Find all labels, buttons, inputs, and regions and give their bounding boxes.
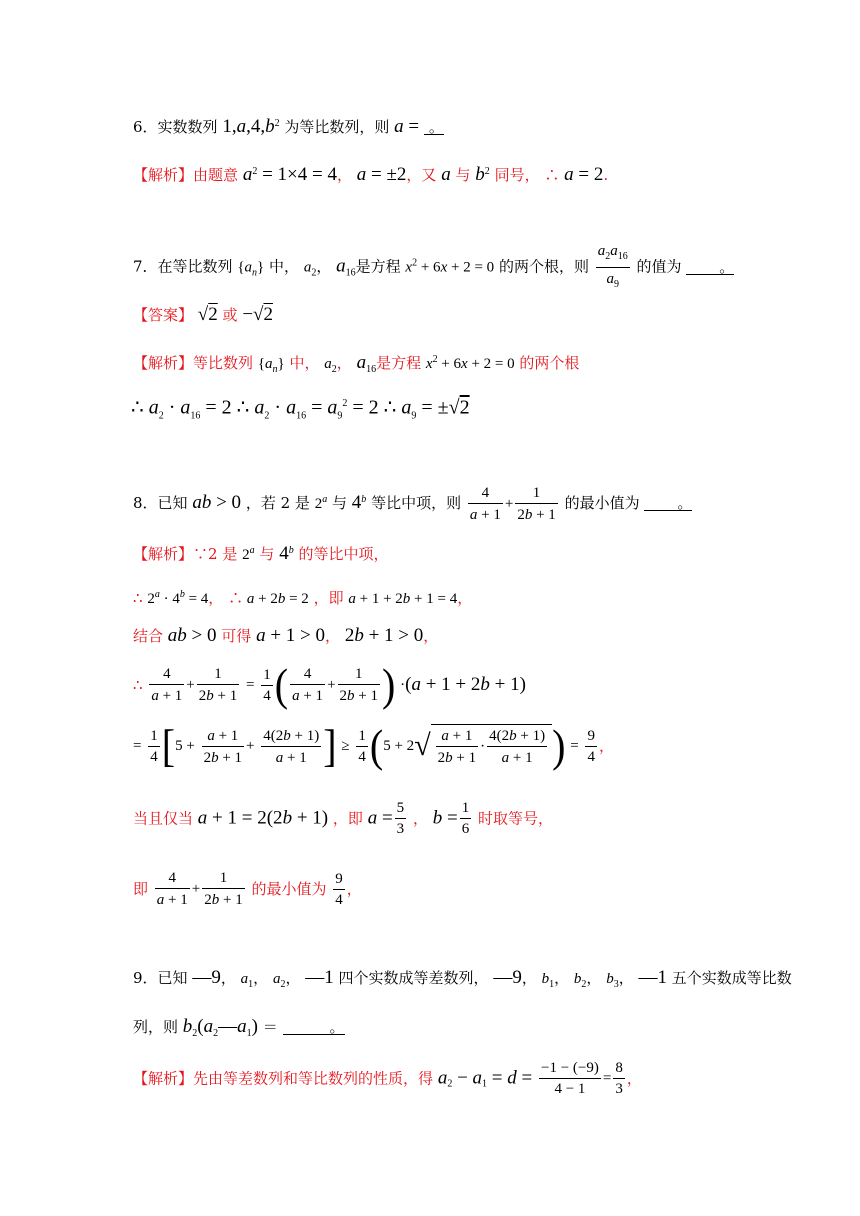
- q8-sol-line4: ∴ $\frac{4}{a + 1}$ + $\frac{1}{2b + 1}$ = $\frac{1}{4}$ ( $\frac{4}{a + 1}$ + $\frac{1}{2b + 1}$ ) ·(a + 1 + 2b + 1): [133, 658, 526, 711]
- answer-blank: 。: [283, 1020, 345, 1035]
- q6-solution: 【解析】由题意 $a^2 = 1\times 4 = 4$， a = ±2，又 a 与 $b^2$ 同号， ∴ a = 2.: [133, 164, 609, 185]
- q9-solution: 【解析】先由等差数列和等比数列的性质，得 $a_2 - a_1 = d$ = $\frac{-1 - (-9)}{4 - 1}$ = $\frac{8}{3}$ ，: [133, 1060, 642, 1097]
- q7-question: 7．在等比数列 $\{a_n\}$ 中， $a_2$， $a_{16}$是方程 $x^2 + 6x + 2 = 0$ 的两个根，则 $\frac{a_2a_{16}}{a_9}$ 的值为 。: [133, 240, 734, 295]
- q7-solution: 【解析】等比数列 $\{a_n\}$ 中， $a_2$， $a_{16}$是方程 $x^2 + 6x + 2 = 0$ 的两个根: [133, 352, 580, 375]
- q8-question: 8．已知 ab > 0 ，若 2 是 2$^a$ 与 4$^b$ 等比中项，则 $\frac{4}{a + 1}$ + $\frac{1}{2b + 1}$ 的最小值为 。: [133, 485, 693, 523]
- fraction-a2a16-over-a9: $\frac{a_2a_{16}}{a_9}$: [596, 240, 630, 295]
- q8-sol-line2: ∴ $2^a \cdot 4^b = 4$， ∴ a + 2b = 2 ，即 a + 1 + 2b + 1 = 4，: [133, 589, 473, 607]
- q9-question-line1: 9．已知 —9， $a_1$， $a_2$， —1 四个实数成等差数列， —9， $b_1$， $b_2$， $b_3$， —1 五个实数成等比数: [133, 967, 792, 990]
- q8-sol-line5: = $\frac{1}{4}$ [5 + $\frac{a + 1}{2b + 1}$ + $\frac{4(2b + 1)}{a + 1}$ ] ≥ $\frac{1}{4}$ (5 + 2√ $\frac{a + 1}{2b + 1}$ · $\frac{4(2b + 1)}{a + 1}$ ) = $\frac{9}{4}$ ，: [133, 719, 614, 772]
- q7-derivation: ∴ $a_2 \cdot a_{16} = 2$ ∴ $a_2 \cdot a_{16} = a_9^2 = 2$ ∴ $a_9 = \pm√2$: [131, 396, 470, 422]
- answer-blank: 。: [424, 120, 444, 135]
- q8-sol-line3: 结合 ab > 0 可得 a + 1 > 0， 2b + 1 > 0，: [133, 625, 439, 646]
- q8-sol-line7: 即 $\frac{4}{a + 1}$ + $\frac{1}{2b + 1}$ 的最小值为 $\frac{9}{4}$ ，: [133, 870, 362, 908]
- q8-sol-line1: 【解析】∵2 是 2$^a$ 与 4$^b$ 的等比中项，: [133, 543, 389, 564]
- q9-question-line2: 列，则 $b_2(a_2—a_1)$ ＝ 。: [133, 1016, 345, 1039]
- answer-blank: 。: [686, 260, 734, 275]
- q6-question: 6．实数数列 $1,a,4,b^2$ 为等比数列，则 a = 。: [133, 116, 444, 137]
- answer-blank: 。: [644, 496, 692, 511]
- q7-answer: 【答案】 √2 或 −√2: [133, 304, 273, 325]
- q8-sol-line6: 当且仅当 a + 1 = 2(2b + 1) ，即 a = $\frac{5}{3}$ ， b = $\frac{1}{6}$ 时取等号，: [133, 800, 553, 837]
